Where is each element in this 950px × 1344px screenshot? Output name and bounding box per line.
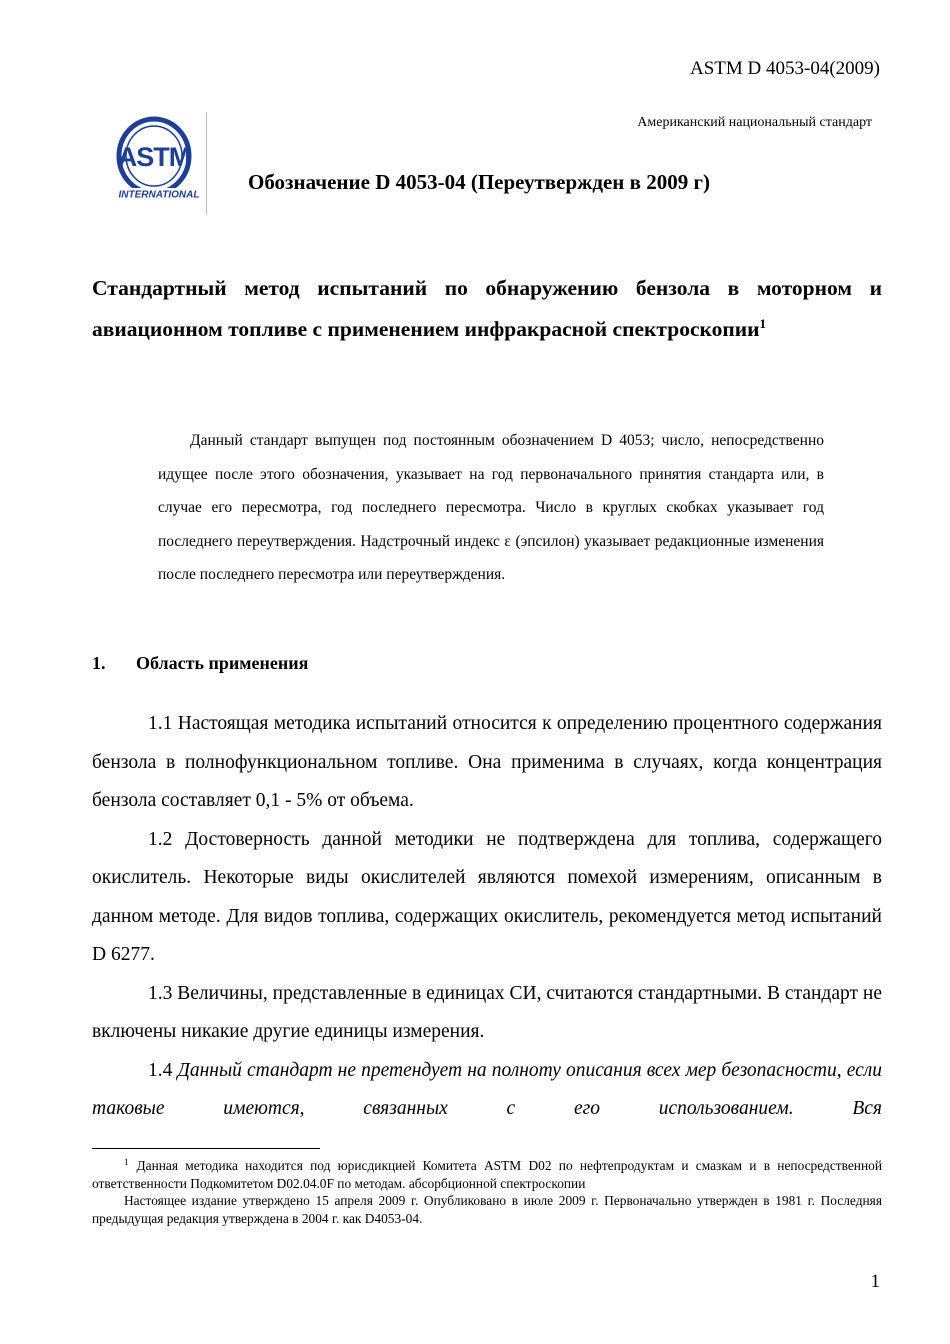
title-footnote-mark: 1: [759, 316, 767, 331]
footnote-1: [92, 1157, 882, 1192]
footnotes: [92, 1157, 882, 1227]
paragraph-1-2: 1.2 Достоверность данной методики не подтверждена для топлива, содержащего окислитель. Некоторые виды окислителей являются помехой измерениям, описанным в данном методе. Для видов топлива, содержащих окислитель, рекомендуется метод испытаний D 6277.: [92, 828, 882, 965]
standard-title: [92, 268, 882, 350]
document-code: ASTM D 4053-04(2009): [690, 58, 880, 79]
footnote-separator: [92, 1148, 320, 1149]
standard-title-text: Стандартный метод испытаний по обнаружению бензола в моторном и авиационном топливе с применением инфракрасной спектроскопии: [92, 276, 882, 341]
page-number: 1: [870, 1271, 880, 1292]
footnote-2: Настоящее издание утверждено 15 апреля 2009 г. Опубликовано в июле 2009 г. Первоначально утвержден в 1981 г. Последняя предыдущая редакция утверждена в 2004 г. как D4053-04.: [92, 1193, 882, 1226]
footnote-mark: 1: [124, 1157, 129, 1167]
section-body: [92, 705, 882, 1129]
section-heading: [92, 653, 308, 674]
paragraph-1-4-number: 1.4: [148, 1059, 173, 1081]
section-number: 1.: [92, 653, 106, 673]
standard-note: Данный стандарт выпущен под постоянным обозначением D 4053; число, непосредственно идущее после этого обозначения, указывает на год первоначального принятия стандарта или, в случае его пересмотра, год последнего пересмотра. Число в круглых скобках указывает год последнего переутверждения. Надстрочный индекс ε (эпсилон) указывает редакционные изменения после последнего пересмотра или переутверждения.: [158, 432, 824, 583]
footnote-1-text: Данная методика находится под юрисдикцией Комитета ASTM D02 по нефтепродуктам и смазкам и в непосредственной ответственности Подкомитетом D02.04.0F по методам. абсорбционной спектроскопии: [92, 1158, 882, 1191]
section-title: Область применения: [136, 653, 309, 673]
logo-divider: [206, 112, 207, 215]
astm-logo: [110, 112, 208, 214]
paragraph-1-4-text: Данный стандарт не претендует на полноту описания всех мер безопасности, если таковые имеются, связанных с его использованием. Вся: [92, 1059, 883, 1119]
paragraph-1-4: [92, 1052, 882, 1129]
logo-letters: ASTM: [117, 142, 191, 172]
designation-heading: Обозначение D 4053-04 (Переутвержден в 2009 г): [248, 170, 711, 194]
astm-logo-graphic: [110, 112, 208, 214]
national-standard-label: Американский национальный стандарт: [637, 115, 872, 130]
paragraph-1-3: 1.3 Величины, представленные в единицах СИ, считаются стандартными. В стандарт не включены никакие другие единицы измерения.: [92, 982, 882, 1042]
paragraph-1-1: 1.1 Настоящая методика испытаний относится к определению процентного содержания бензола в полнофункциональном топливе. Она применима в случаях, когда концентрация бензола составляет 0,1 - 5% от объема.: [92, 713, 882, 811]
logo-caption: INTERNATIONAL: [118, 189, 200, 201]
